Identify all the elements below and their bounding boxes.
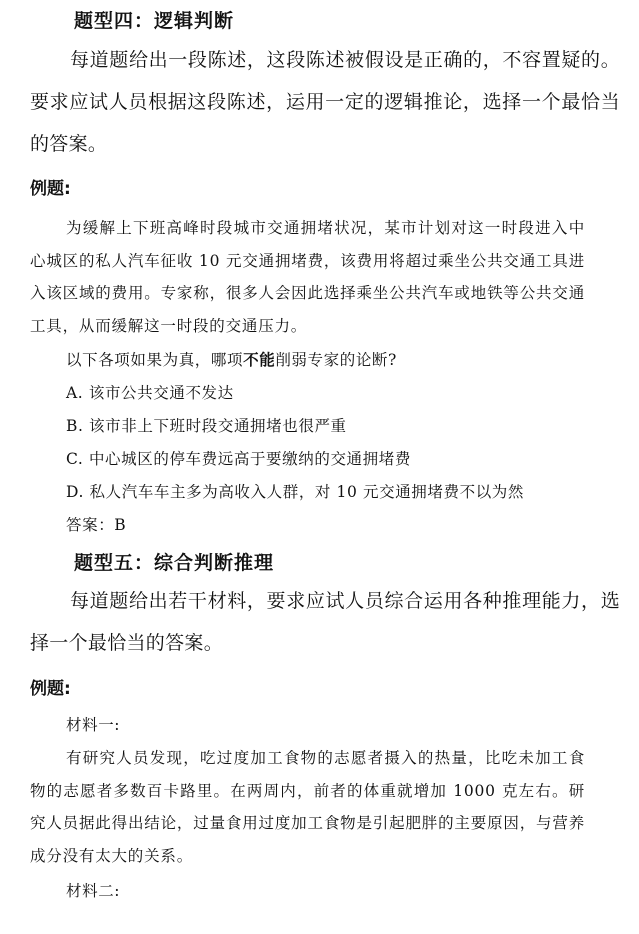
section4-example-label: 例题: [30, 179, 71, 199]
material2-label: 材料二: [66, 882, 121, 900]
section5-example-label: 例题: [30, 679, 71, 699]
question-suffix: 削弱专家的论断? [275, 351, 397, 369]
option-a: A. 该市公共交通不发达 [66, 384, 234, 402]
section4-heading: 题型四：逻辑判断 [74, 10, 235, 32]
option-c: C. 中心城区的停车费远高于要缴纳的交通拥堵费 [66, 450, 411, 468]
section4-question [66, 349, 397, 371]
material1-label: 材料一: [66, 716, 121, 734]
question-emphasis: 不能 [243, 351, 276, 369]
option-b: B. 该市非上下班时段交通拥堵也很严重 [66, 417, 347, 435]
section4-intro: 每道题给出一段陈述，这段陈述被假设是正确的，不容置疑的。要求应试人员根据这段陈述，运用一定的逻辑推论，选择一个最恰当的答案。 [30, 49, 620, 155]
option-d: D. 私人汽车车主多为高收入人群，对 10 元交通拥堵费不以为然 [66, 483, 525, 501]
section5-heading: 题型五：综合判断推理 [74, 552, 275, 574]
section4-passage: 为缓解上下班高峰时段城市交通拥堵状况，某市计划对这一时段进入中心城区的私人汽车征收 10 元交通拥堵费，该费用将超过乘坐公共交通工具进入该区域的费用。专家称，很多人会因此选择乘坐公共汽车或地铁等公共交通工具，从而缓解这一时段的交通压力。 [30, 219, 585, 335]
section4-answer: 答案：B [66, 516, 127, 534]
section5-intro: 每道题给出若干材料，要求应试人员综合运用各种推理能力，选择一个最恰当的答案。 [30, 590, 620, 654]
material1-text: 有研究人员发现，吃过度加工食物的志愿者摄入的热量，比吃未加工食物的志愿者多数百卡路里。在两周内，前者的体重就增加 1000 克左右。研究人员据此得出结论，过量食用过度加工食物是引起肥胖的主要原因，与营养成分没有太大的关系。 [30, 749, 585, 865]
question-prefix: 以下各项如果为真，哪项 [66, 351, 244, 369]
